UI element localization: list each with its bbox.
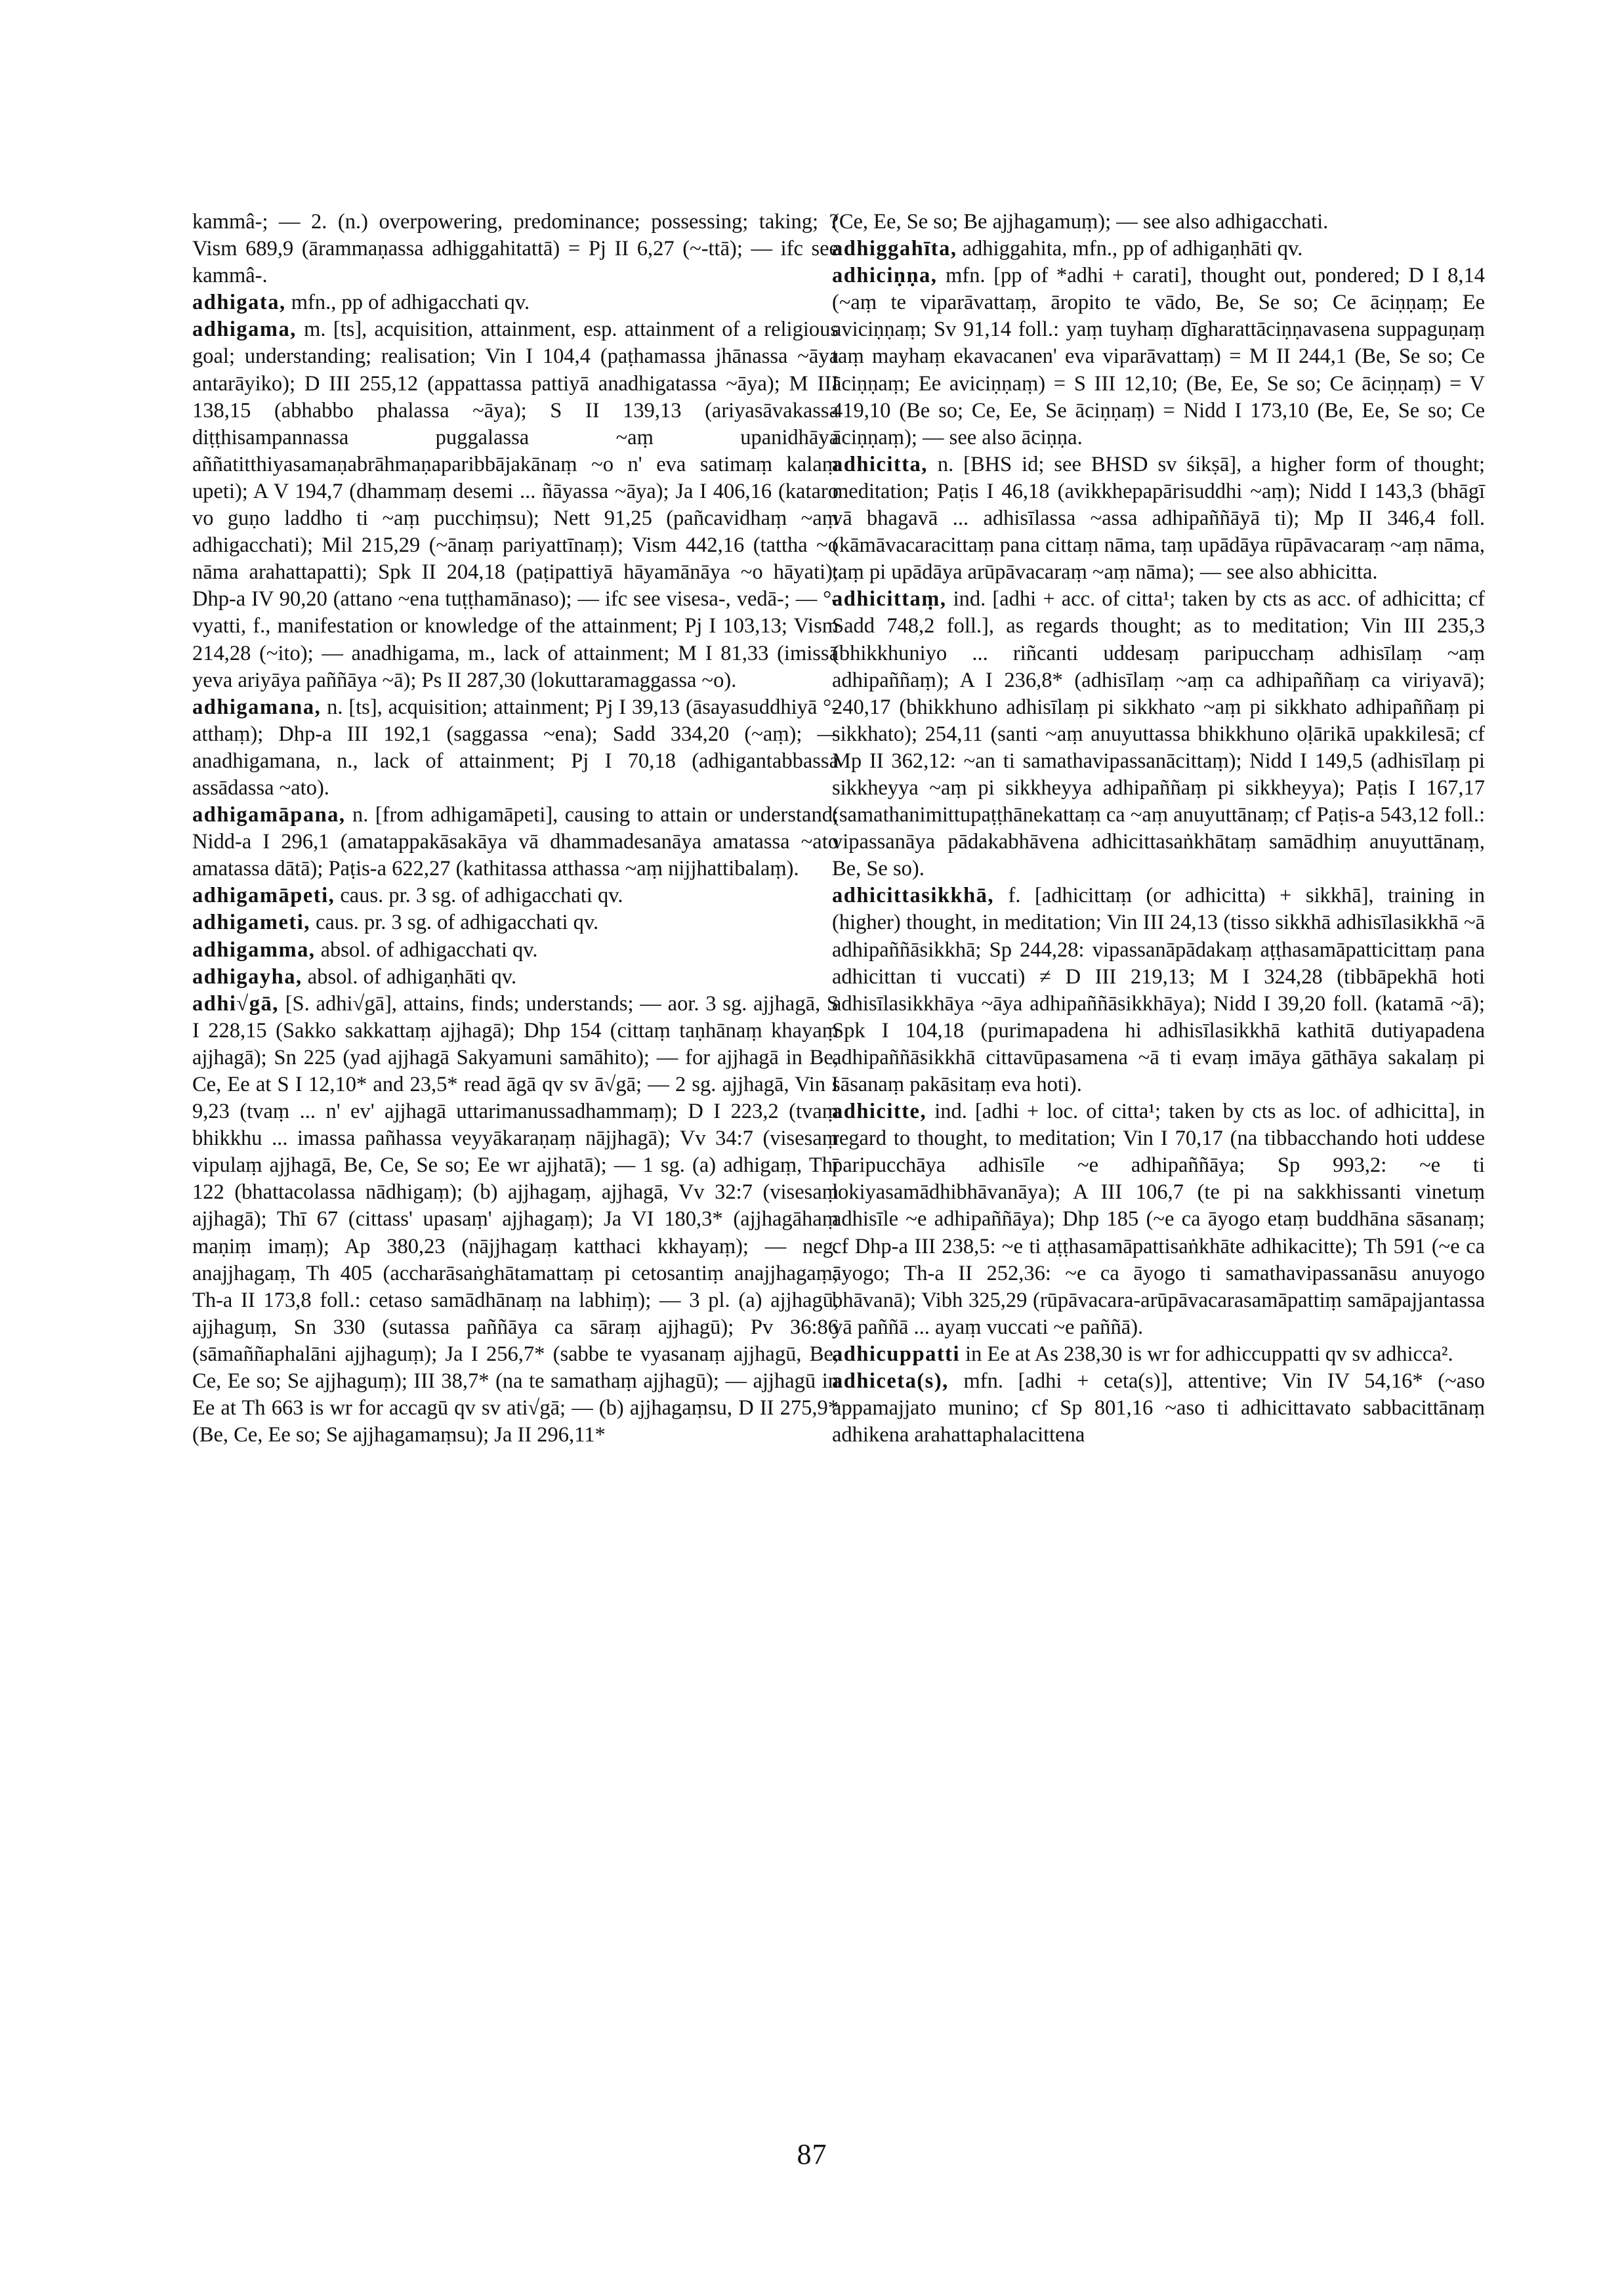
entry-adhigameti: adhigameti, caus. pr. 3 sg. of adhigacchati qv. bbox=[192, 911, 599, 935]
entry-adhigata: adhigata, mfn., pp of adhigacchati qv. bbox=[192, 291, 530, 315]
entry-adhicittasikkha: adhicittasikkhā, f. [adhicittaṃ (or adhicitta) + sikkhā], training in (higher) thought, in meditation; Vin III 24,13 (tisso sikkhā adhisīlasikkhā ~ā adhipaññāsikkhā; Sp 244,28: vipassanāpādakaṃ aṭṭhasamāpatticittaṃ pana adhicittan ti vuccati) ≠ D III 219,13; M I 324,28 (tibbāpekhā hoti adhisīlasikkhāya ~āya adhipaññāsikkhāya); Nidd I 39,20 foll. (katamā ~ā); Spk I 104,18 (purimapadena hi adhisīlasikkhā kathitā dutiyapadena adhipaññāsikkhā cittavūpasamena ~ā ti evaṃ imāya gāthāya sakalaṃ pi sāsanaṃ pakāsitaṃ eva hoti). bbox=[832, 884, 1485, 1096]
entry-adhigamapana: adhigamāpana, n. [from adhigamāpeti], causing to attain or understand; Nidd-a I 296,1 (amatappakāsakāya vā dhammadesanāya amatassa ~ato amatassa dātā); Paṭis-a 622,27 (kathitassa atthassa ~aṃ nijjhattibalaṃ). bbox=[192, 803, 839, 881]
entry-continuation: kammâ-; — 2. (n.) overpowering, predominance; possessing; taking; ? Vism 689,9 (ārammaṇassa adhiggahitattā) = Pj II 6,27 (~-ttā); — ifc see kammâ-. bbox=[192, 210, 839, 288]
entry-adhi-ga: adhi√gā, [S. adhi√gā], attains, finds; understands; — aor. 3 sg. ajjhagā, S I 228,15 (Sakko sakkattaṃ ajjhagā); Dhp 154 (cittaṃ taṇhānaṃ khayaṃ ajjhagā); Sn 225 (yad ajjhagā Sakyamuni samāhito); — for ajjhagā in Be, Ce, Ee at S I 12,10* and 23,5* read āgā qv sv ā√gā; — 2 sg. ajjhagā, Vin I 9,23 (tvaṃ ... n' ev' ajjhagā uttarimanussadhammaṃ); D I 223,2 (tvaṃ bhikkhu ... imassa pañhassa veyyākaraṇaṃ nājjhagā); Vv 34:7 (visesaṃ vipulaṃ ajjhagā, Be, Ce, Se so; Ee wr ajjhatā); — 1 sg. (a) adhigaṃ, Thī 122 (bhattacolassa nādhigaṃ); (b) ajjhagaṃ, ajjhagā, Vv 32:7 (visesaṃ ajjhagā); Thī 67 (cittass' upasaṃ' ajjhagaṃ); Ja VI 180,3* (ajjhagāhaṃ maṇiṃ imaṃ); Ap 380,23 (nājjhagaṃ katthaci kkhayaṃ); — neg. anajjhagaṃ, Th 405 (accharāsaṅghātamattaṃ pi cetosantiṃ anajjhagaṃ; Th-a II 173,8 foll.: cetaso samādhānaṃ na labhiṃ); — 3 pl. (a) ajjhagū, ajjhaguṃ, Sn 330 (sutassa paññāya ca sāraṃ ajjhagū); Pv 36:86 (sāmaññaphalāni ajjhaguṃ); Ja I 256,7* (sabbe te vyasanaṃ ajjhagū, Be, Ce, Ee so; Se ajjhaguṃ); III 38,7* (na te samathaṃ ajjhagū); — ajjhagū in Ee at Th 663 is wr for accagū qv sv ati√gā; — (b) ajjhagaṃsu, D II 275,9* (Be, Ce, Ee so; Se ajjhagamaṃsu); Ja II 296,11* bbox=[192, 991, 839, 1447]
left-column bbox=[192, 209, 839, 1449]
right-column bbox=[832, 209, 1485, 1449]
entry-adhigama: adhigama, m. [ts], acquisition, attainment, esp. attainment of a religious goal; understanding; realisation; Vin I 104,4 (paṭhamassa jhānassa ~āya antarāyiko); D III 255,12 (appattassa pattiyā anadhigatassa ~āya); M III 138,15 (abhabbo phalassa ~āya); S II 139,13 (ariyasāvakassa diṭṭhisampannassa puggalassa ~aṃ upanidhāya aññatitthiyasamaṇabrāhmaṇaparibbājakānaṃ ~o n' eva satimaṃ kalaṃ upeti); A V 194,7 (dhammaṃ desemi ... ñāyassa ~āya); Ja I 406,16 (kataro vo guṇo laddho ti ~aṃ pucchiṃsu); Nett 91,25 (pañcavidhaṃ ~aṃ adhigacchati); Mil 215,29 (~ānaṃ pariyattīnaṃ); Vism 442,16 (tattha ~o nāma arahattapatti); Spk II 204,18 (paṭipattiyā hāyamānāya ~o hāyati); Dhp-a IV 90,20 (attano ~ena tuṭṭhamānaso); — ifc see visesa-, vedā-; — °-vyatti, f., manifestation or knowledge of the attainment; Pj I 103,13; Vism 214,28 (~ito); — anadhigama, m., lack of attainment; M I 81,33 (imissā yeva ariyāya paññāya ~ā); Ps II 287,30 (lokuttaramaggassa ~o). bbox=[192, 318, 839, 692]
entry-adhigamana: adhigamana, n. [ts], acquisition; attainment; Pj I 39,13 (āsayasuddhiyā °-atthaṃ); Dhp-a III 192,1 (saggassa ~ena); Sadd 334,20 (~aṃ); — anadhigamana, n., lack of attainment; Pj I 70,18 (adhigantabbassa assādassa ~ato). bbox=[192, 695, 839, 800]
entry-adhigamma: adhigamma, absol. of adhigacchati qv. bbox=[192, 938, 538, 962]
entry-continuation: (Ce, Ee, Se so; Be ajjhagamuṃ); — see also adhigacchati. bbox=[832, 210, 1329, 234]
entry-adhigamapeti: adhigamāpeti, caus. pr. 3 sg. of adhigacchati qv. bbox=[192, 884, 623, 908]
entry-adhicinna: adhiciṇṇa, mfn. [pp of *adhi + carati], thought out, pondered; D I 8,14 (~aṃ te viparāvattaṃ, āropito te vādo, Be, Se so; Ce āciṇṇaṃ; Ee aviciṇṇaṃ; Sv 91,14 foll.: yaṃ tuyhaṃ dīgharattāciṇṇavasena suppaguṇaṃ taṃ mayhaṃ ekavacanen' eva viparāvattaṃ) = M II 244,1 (Be, Se so; Ce āciṇṇaṃ; Ee aviciṇṇaṃ) = S III 12,10; (Be, Ee, Se so; Ce āciṇṇaṃ) = V 419,10 (Be so; Ce, Ee, Se āciṇṇaṃ) = Nidd I 173,10 (Be, Ee, Se so; Ce āciṇṇaṃ); — see also āciṇṇa. bbox=[832, 264, 1485, 449]
entry-adhigayha: adhigayha, absol. of adhigaṇhāti qv. bbox=[192, 964, 517, 989]
entry-adhicitta: adhicitta, n. [BHS id; see BHSD sv śikṣā], a higher form of thought; meditation; Paṭis I 46,18 (avikkhepapārisuddhi ~aṃ); Nidd I 143,3 (bhāgī vā bhagavā ... adhisīlassa ~assa adhipaññāyā ti); Mp II 346,4 foll. (kāmāvacaracittaṃ pana cittaṃ nāma, taṃ upādāya rūpāvacaraṃ ~aṃ nāma, taṃ pi upādāya arūpāvacaraṃ ~aṃ nāma); — see also abhicitta. bbox=[832, 452, 1485, 585]
entry-adhicittam: adhicittaṃ, ind. [adhi + acc. of citta¹; taken by cts as acc. of adhicitta; cf Sadd 748,2 foll.], as regards thought; as to meditation; Vin III 235,3 (bhikkhuniyo ... riñcanti uddesaṃ paripucchaṃ adhisīlaṃ ~aṃ adhipaññaṃ); A I 236,8* (adhisīlaṃ ~aṃ ca adhipaññaṃ ca viriyavā); 240,17 (bhikkhuno adhisīlaṃ pi sikkhato ~aṃ pi sikkhato adhipaññaṃ pi sikkhato); 254,11 (santi ~aṃ anuyuttassa bhikkhuno oḷārikā upakkilesā; cf Mp II 362,12: ~an ti samathavipassanācittaṃ); Nidd I 149,5 (adhisīlaṃ pi sikkheyya ~aṃ pi sikkheyya adhipaññaṃ pi sikkheyya); Paṭis I 167,17 (samathanimittupaṭṭhānekattaṃ ca ~aṃ anuyuttānaṃ; cf Paṭis-a 543,12 foll.: vipassanāya pādakabhāvena adhicittasaṅkhātaṃ samādhiṃ anuyuttānaṃ, Be, Se so). bbox=[832, 587, 1485, 881]
entry-adhiggahita: adhiggahīta, adhiggahita, mfn., pp of adhigaṇhāti qv. bbox=[832, 237, 1303, 261]
page-number: 87 bbox=[797, 2138, 827, 2170]
entry-adhicitte: adhicitte, ind. [adhi + loc. of citta¹; taken by cts as loc. of adhicitta], in regard to thought, to meditation; Vin I 70,17 (na tibbacchando hoti uddese paripucchāya adhisīle ~e adhipaññāya; Sp 993,2: ~e ti lokiyasamādhibhāvanāya); A III 106,7 (te pi na sakkhissanti vinetuṃ adhisīle ~e adhipaññāya); Dhp 185 (~e ca āyogo etaṃ buddhāna sāsanaṃ; cf Dhp-a III 238,5: ~e ti aṭṭhasamāpattisaṅkhāte adhikacitte); Th 591 (~e ca āyogo; Th-a II 252,36: ~e ca āyogo ti samathavipassanāsu anuyogo bhāvanā); Vibh 325,29 (rūpāvacara-arūpāvacarasamāpattiṃ samāpajjantassa yā paññā ... ayaṃ vuccati ~e paññā). bbox=[832, 1100, 1485, 1339]
entry-adhiceta: adhiceta(s), mfn. [adhi + ceta(s)], attentive; Vin IV 54,16* (~aso appamajjato munino; cf Sp 801,16 ~aso ti adhicittavato sabbacittānaṃ adhikena arahattaphalacittena bbox=[832, 1369, 1485, 1447]
entry-adhicuppatti: adhicuppatti in Ee at As 238,30 is wr for adhiccuppatti qv sv adhicca². bbox=[832, 1342, 1453, 1366]
